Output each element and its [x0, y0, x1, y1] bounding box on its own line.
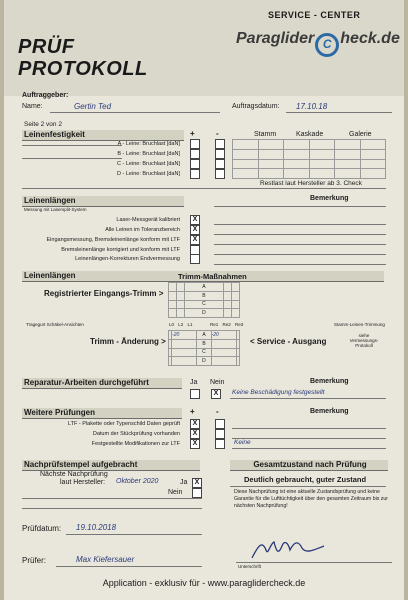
- service-center-label: SERVICE - CENTER: [268, 10, 361, 20]
- repairs-remark-header: Bemerkung: [310, 378, 349, 385]
- lengths-1-box[interactable]: X: [190, 215, 200, 225]
- inspector-line: [56, 566, 202, 567]
- check-date-label: Prüfdatum:: [22, 524, 62, 533]
- further-remark-line-1: [232, 428, 386, 429]
- signature-label: Unterschrift: [238, 564, 262, 569]
- lengths-row-1: Laser-Messgerät kalibriert: [116, 217, 180, 223]
- further-remark-header: Bemerkung: [310, 408, 349, 415]
- client-name-line: [50, 112, 220, 113]
- chg-row-b: B: [197, 339, 211, 348]
- client-name-label: Name:: [22, 103, 43, 110]
- strength-c-plus[interactable]: [190, 159, 200, 169]
- strength-c-minus[interactable]: [215, 159, 225, 169]
- col-stamm: Stamm: [254, 131, 277, 138]
- trim-col-right: Re1 Re2 Re3: [210, 322, 244, 327]
- further-remark-line-2: [232, 438, 386, 439]
- client-name-value: Gertin Ted: [74, 102, 112, 111]
- further-1-minus[interactable]: [215, 419, 225, 429]
- strength-row-c: C - Leine: Bruchlast [daN]: [117, 161, 180, 167]
- further-row-1: LTF - Plakette oder Typenschild Daten geprüft: [68, 421, 180, 427]
- protocol-sheet: [4, 0, 404, 600]
- stamp-line-1: [22, 498, 202, 499]
- logo-text-right: heck.de: [340, 30, 400, 47]
- stamp-date-value: Oktober 2020: [116, 478, 159, 485]
- stamp-line-2: [22, 508, 202, 509]
- signature-image: [248, 536, 328, 562]
- strength-a-plus[interactable]: [190, 139, 200, 149]
- inspector-label: Prüfer:: [22, 556, 47, 565]
- strength-notes-line-1: [22, 145, 122, 146]
- lengths-5-box[interactable]: [190, 254, 200, 264]
- strength-d-plus[interactable]: [190, 169, 200, 179]
- further-remark-line-3: [232, 448, 386, 449]
- client-heading: Auftraggeber:: [22, 92, 69, 99]
- further-1-box[interactable]: X: [190, 419, 200, 429]
- footer-text: Application - exklusiv für - www.paraglidercheck.de: [102, 578, 306, 588]
- strength-row-a: A - Leine: Bruchlast [daN]: [117, 141, 180, 147]
- stamp-no-box[interactable]: [192, 488, 202, 498]
- further-2-box[interactable]: X: [190, 429, 200, 439]
- plus-header: +: [190, 129, 195, 138]
- lengths-remark-underline: [214, 206, 386, 207]
- strength-row-b: B - Leine: Bruchlast [daN]: [117, 151, 180, 157]
- repairs-remark-value: Keine Beschädigung festgestellt: [232, 389, 325, 396]
- further-remark-value: Keine: [234, 439, 251, 446]
- section-further-checks: Weitere Prüfungen: [22, 408, 182, 419]
- minus-header: -: [216, 129, 219, 138]
- stamp-manufacturer-label: laut Hersteller:: [60, 479, 106, 486]
- further-row-2: Datum der Stückprüfung vorhanden: [92, 431, 180, 437]
- registered-trim-label: Registrierter Eingangs-Trimm >: [44, 289, 164, 298]
- further-2-minus[interactable]: [215, 429, 225, 439]
- overall-text: Diese Nachprüfung ist eine aktuelle Zustandsprüfung und keine Garantie für die Lufttüchtigkeit über den gesamten Zeitraum bis zur nächsten Nachprüfung!: [234, 489, 388, 509]
- repairs-no-box[interactable]: X: [211, 389, 221, 399]
- further-minus: -: [216, 407, 219, 416]
- strength-row-d: D - Leine: Bruchlast [daN]: [117, 171, 180, 177]
- trim-side-note: siehe Vermessungs-Protokoll: [349, 333, 379, 348]
- order-date-value: 17.10.18: [296, 102, 328, 111]
- strength-notes-line-2: [22, 158, 122, 159]
- title-line-2: PROTOKOLL: [18, 58, 148, 80]
- reg-row-c: C: [185, 300, 223, 309]
- stamm-trimmung-label: Stamm-Leinen-Trimmung: [334, 322, 385, 327]
- lengths-remark-line-2: [214, 234, 386, 235]
- lengths-row-3: Eingangsmessung, Bremsleinenlänge konform mit LTF: [46, 237, 180, 243]
- section-repairs: Reparatur-Arbeiten durchgeführt: [22, 378, 182, 389]
- lengths-3-box[interactable]: X: [190, 235, 200, 245]
- order-date-line: [286, 112, 392, 113]
- repairs-yes-box[interactable]: [190, 389, 200, 399]
- col-kaskade: Kaskade: [296, 131, 324, 138]
- stamp-yes-label: Ja: [180, 479, 188, 486]
- lengths-remark-header: Bemerkung: [310, 195, 349, 202]
- col-galerie: Galerie: [349, 131, 372, 138]
- trim-change-right-val: -20: [211, 331, 236, 340]
- service-exit-label: < Service - Ausgang: [250, 337, 327, 346]
- trim-measures-header: Trimm-Maßnahmen: [178, 272, 247, 281]
- chg-row-c: C: [197, 348, 211, 357]
- strength-note: Restlast laut Hersteller ab 3. Check: [260, 180, 362, 187]
- lengths-row-5: Leinenlängen-Korrekturen Endvermessung: [75, 256, 180, 262]
- signature-line: [236, 562, 392, 563]
- lengths-row-4: Bremsleinenlänge korrigiert und konform mit LTF: [61, 247, 180, 253]
- order-date-label: Auftragsdatum:: [232, 103, 280, 110]
- trim-change-label: Trimm - Änderung >: [90, 337, 166, 346]
- lengths-remark-line-4: [214, 254, 386, 255]
- strength-d-minus[interactable]: [215, 169, 225, 179]
- section-leinenfestigkeit: Leinenfestigkeit: [22, 130, 184, 141]
- lengths-remark-line-3: [214, 244, 386, 245]
- lengths-2-box[interactable]: X: [190, 225, 200, 235]
- reg-row-d: D: [185, 309, 223, 318]
- logo-text-left: Paraglider: [236, 30, 315, 47]
- reg-row-b: B: [185, 291, 223, 300]
- trim-col-left: L0 L2 L1: [169, 322, 193, 327]
- stamp-no-label: Nein: [168, 489, 183, 496]
- further-plus: +: [190, 407, 195, 416]
- repairs-no-label: Nein: [210, 379, 225, 386]
- check-date-line: [66, 534, 202, 535]
- chg-row-d: D: [197, 357, 211, 366]
- trim-change-left-val: -20: [172, 331, 197, 340]
- strength-grid: [232, 139, 386, 179]
- strength-b-plus[interactable]: [190, 149, 200, 159]
- page-indicator: Seite 2 von 2: [24, 121, 62, 128]
- stamp-next-label: Nächste Nachprüfung: [40, 471, 108, 478]
- lengths-remark-line-1: [214, 224, 386, 225]
- overall-line: [230, 486, 386, 487]
- brand-logo: [236, 30, 400, 57]
- section-trimm: Leinenlängen: [22, 271, 384, 282]
- section-overall: Gesamtzustand nach Prüfung: [230, 460, 388, 471]
- trim-change-grid: [168, 330, 240, 366]
- lengths-row-2: Alle Leinen im Toleranzbereich: [105, 227, 180, 233]
- further-3-minus[interactable]: [215, 439, 225, 449]
- logo-c-icon: C: [315, 33, 339, 57]
- strength-a-minus[interactable]: [215, 139, 225, 149]
- lengths-remark-line-5: [214, 264, 386, 265]
- tragegurt-label: Tragegurt Schäkel-Ansichten: [26, 322, 84, 327]
- section-leinenlaengen: Leinenlängen: [22, 196, 184, 207]
- stamp-yes-box[interactable]: X: [192, 478, 202, 488]
- further-row-3: Festgestellte Modifikationen zur LTF: [91, 441, 180, 447]
- lengths-sub: Messung mit Lasersplit-System: [24, 207, 87, 212]
- overall-value: Deutlich gebraucht, guter Zustand: [244, 475, 367, 484]
- strength-bottom-line: [22, 188, 386, 189]
- inspector-value: Max Kiefersauer: [76, 555, 135, 564]
- title-line-1: PRÜF: [18, 36, 75, 58]
- section-stamp: Nachprüfstempel aufgebracht: [22, 460, 200, 471]
- check-date-value: 19.10.2018: [76, 523, 117, 532]
- further-3-box[interactable]: X: [190, 439, 200, 449]
- repairs-yes-label: Ja: [190, 379, 198, 386]
- registered-trim-grid: [168, 282, 240, 318]
- repairs-remark-line: [230, 398, 386, 399]
- reg-row-a: A: [185, 283, 223, 292]
- strength-b-minus[interactable]: [215, 149, 225, 159]
- chg-row-a: A: [197, 331, 211, 340]
